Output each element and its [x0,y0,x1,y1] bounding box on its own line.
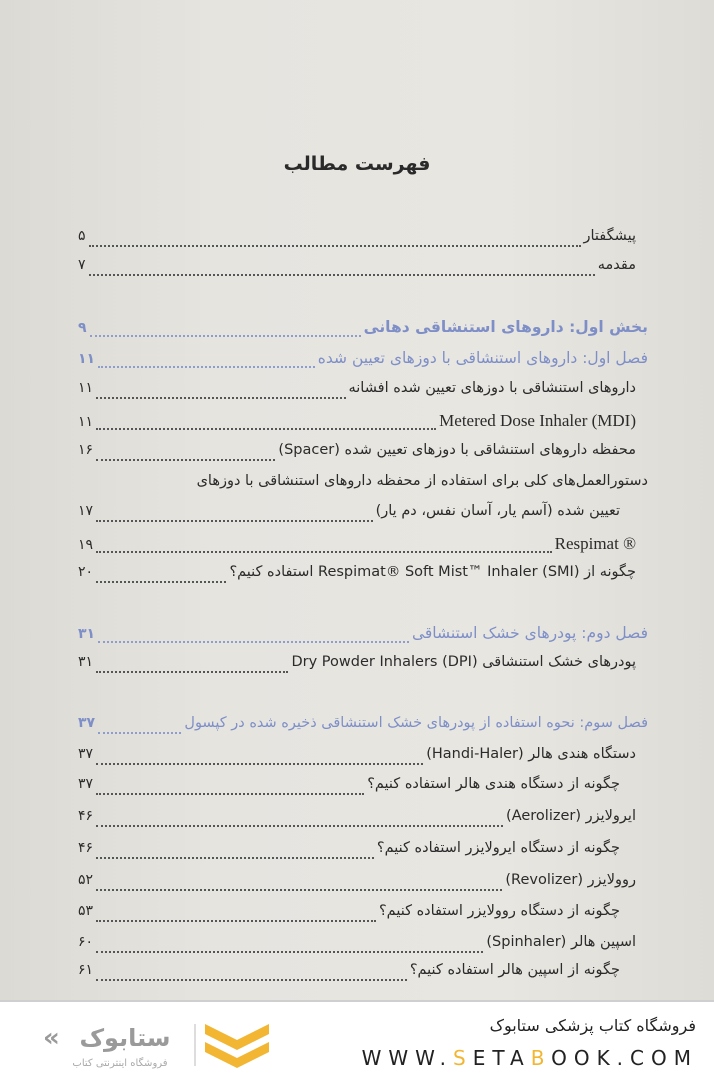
leader-dots [96,519,373,522]
page-number: ۳۱ [78,654,94,670]
toc-entry [78,808,636,832]
toc-entry [78,934,636,958]
entry-label: چگونه از دستگاه روولایزر استفاده کنیم؟ [378,903,620,919]
entry-label: چگونه از دستگاه ایرولایزر استفاده کنیم؟ [376,840,620,856]
leader-dots [89,244,581,247]
toc-entry [78,903,620,927]
entry-label: پیشگفتار [583,228,636,244]
entry-label: اسپین هالر (Spinhaler) [486,934,636,950]
entry-label: دستگاه هندی هالر (Handi-Haler) [426,746,636,762]
entry-label: چگونه از اسپین هالر استفاده کنیم؟ [409,962,620,978]
leader-dots [96,978,407,981]
page-number: ۵۳ [78,903,94,919]
entry-label: داروهای استنشاقی با دوزهای تعیین شده افشانه [348,380,636,396]
shop-url[interactable]: WWW.SETABOOK.COM [361,1046,698,1070]
page-number: ۱۱ [78,351,96,367]
page-number: ۶۰ [78,934,94,950]
leader-dots [96,792,364,795]
page-number: ۳۷ [78,776,94,792]
toc-entry [78,840,620,864]
toc-entry [78,380,636,404]
toc-entry [78,503,620,527]
entry-label: چگونه از (SMI) Respimat® Soft Mist™ Inhaler استفاده کنیم؟ [229,564,636,580]
chapter-heading [78,715,648,739]
setabook-logo [25,1016,275,1071]
logo-wordmark: ستابوک [79,1024,171,1052]
page-number: ۲۰ [78,564,94,580]
logo-subtitle: فروشگاه اینترنتی کتاب [72,1058,168,1069]
leader-dots [90,334,361,337]
entry-label: فصل اول: داروهای استنشاقی با دوزهای تعیین شده [317,349,648,367]
page-number: ۵ [78,228,86,244]
toc-entry [78,442,636,466]
page-number: ۴۶ [78,840,94,856]
leader-dots [96,670,288,673]
page-number: ۱۷ [78,503,94,519]
chapter-heading [78,624,648,648]
leader-dots [96,762,423,765]
leader-dots [96,458,275,461]
page-number: ۱۱ [78,414,94,430]
entry-label: Respimat ® [554,534,636,553]
toc-entry [78,411,636,435]
chevron-logo-icon [205,1024,269,1068]
page-number: ۹ [78,320,87,336]
svg-text:«: « [43,1023,60,1053]
page-number: ۳۱ [78,626,96,642]
page-number: ۳۷ [78,746,94,762]
part-heading [78,318,648,342]
entry-label: فصل دوم: پودرهای خشک استنشاقی [411,624,648,642]
page-number: ۱۱ [78,380,94,396]
store-banner [0,1000,714,1082]
entry-label: چگونه از دستگاه هندی هالر استفاده کنیم؟ [367,776,620,792]
toc-entry [78,564,636,588]
page-number: ۴۶ [78,808,94,824]
toc-entry [78,257,636,281]
page-number: ۳۷ [78,715,96,731]
entry-label: مقدمه [597,257,636,273]
leader-dots [98,731,181,734]
page-number: ۷ [78,257,86,273]
leader-dots [96,888,502,891]
chapter-heading [78,349,648,373]
leader-dots [96,919,376,922]
leader-dots [89,273,595,276]
leader-dots [96,580,226,583]
entry-label: Metered Dose Inhaler (MDI) [439,411,636,430]
page-number: ۱۹ [78,537,94,553]
toc-entry [78,654,636,678]
toc-entry [78,776,620,800]
entry-label-line1: دستورالعمل‌های کلی برای استفاده از محفظه داروهای استنشاقی با دوزهای [196,473,648,489]
entry-label: محفظه داروهای استنشاقی با دوزهای تعیین شده (Spacer) [278,442,636,458]
toc-entry [78,534,636,558]
leader-dots [98,640,409,643]
entry-label: پودرهای خشک استنشاقی (DPI) Dry Powder Inhalers [291,654,636,670]
toc-entry [78,228,636,252]
leader-dots [96,427,436,430]
shop-name: فروشگاه کتاب پزشکی ستابوک [489,1016,696,1035]
page-number: ۶۱ [78,962,94,978]
toc-entry [78,872,636,896]
toc-entry [78,962,620,986]
page-number: ۱۶ [78,442,94,458]
entry-label: بخش اول: داروهای استنشاقی دهانی [363,318,648,336]
leader-dots [96,824,503,827]
leader-dots [96,856,374,859]
page-number: ۵۲ [78,872,94,888]
entry-label: تعیین شده (آسم یار، آسان نفس، دم یار) [375,503,620,519]
leader-dots [98,365,315,368]
toc-entry [78,746,636,770]
leader-dots [96,396,345,399]
entry-label: ایرولایزر (Aerolizer) [506,808,636,824]
leader-dots [96,550,552,553]
entry-label: فصل سوم: نحوه استفاده از پودرهای خشک استنشاقی ذخیره شده در کپسول [184,715,648,731]
entry-label: روولایزر (Revolizer) [505,872,636,888]
page-title: فهرست مطالب [283,153,431,175]
leader-dots [96,950,483,953]
